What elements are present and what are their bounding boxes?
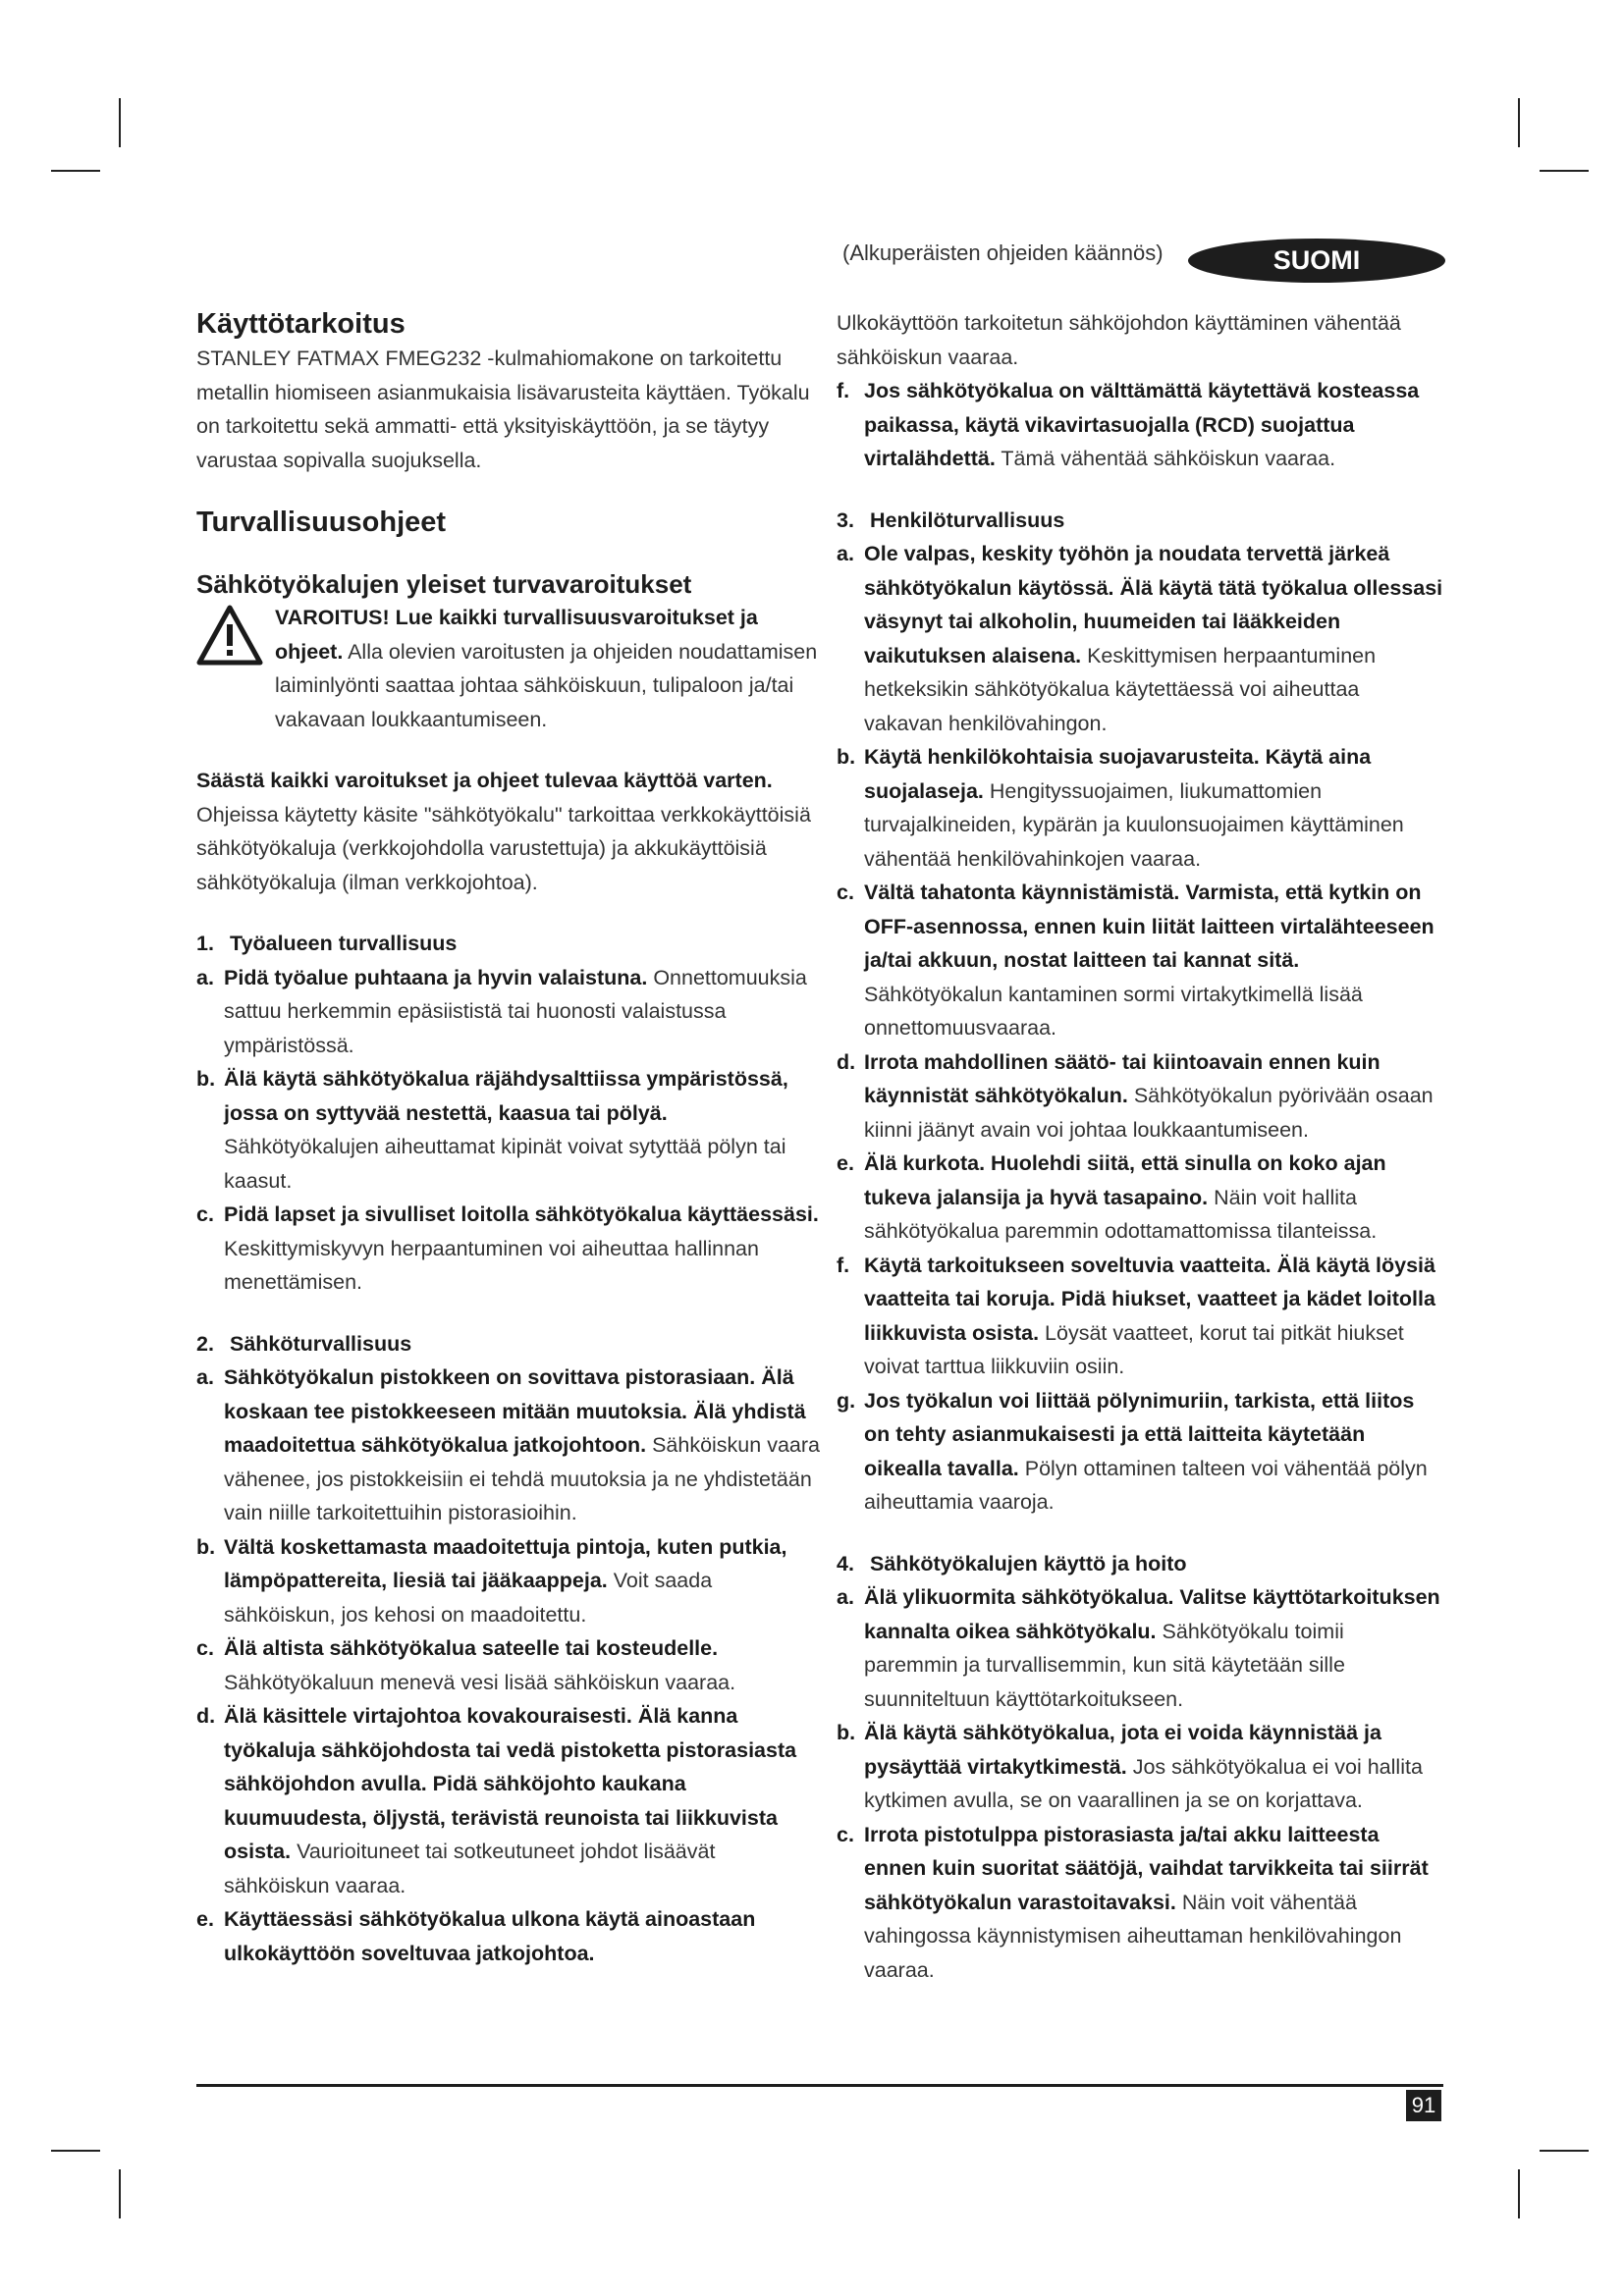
list-item (196, 1902, 825, 1970)
section-title: Työalueen turvallisuus (229, 932, 458, 955)
item-text: Jos sähkötyökalua ei voi hallita kytkimen avulla, se on vaarallinen ja se on korjattava. (864, 1754, 1423, 1812)
item-letter: g. (837, 1388, 856, 1413)
warning-text: Alla olevien varoitusten ja ohjeiden noudattamisen laiminlyönti saattaa johtaa sähköiskuun, tulipaloon ja/tai vakavaan loukkaantumiseen. (275, 639, 818, 731)
section-heading (196, 927, 825, 961)
item-letter: b. (196, 1067, 216, 1091)
warning-bold: VAROITUS! Lue kaikki turvallisuusvaroitukset ja ohjeet. (275, 606, 758, 664)
item-text: Keskittymisen herpaantuminen hetkeksikin sähkötyökalua käytettäessä voi aiheuttaa vakavan henkilövahingon. (864, 643, 1377, 735)
item-letter: b. (837, 1721, 856, 1744)
section-number: 4. (837, 1551, 854, 1575)
list-item (196, 961, 825, 1063)
list-item (196, 1699, 825, 1902)
translation-note: (Alkuperäisten ohjeiden käännös) (842, 240, 1164, 265)
item-letter: e. (837, 1151, 854, 1175)
item-text: Keskittymiskyvyn herpaantuminen voi aiheuttaa hallinnan menettämisen. (224, 1236, 759, 1294)
list-item (837, 1716, 1443, 1818)
item-text: Sähkötyökaluun menevä vesi lisää sähköiskun vaaraa. (224, 1670, 736, 1694)
list-item (837, 1818, 1443, 1988)
section-number: 2. (196, 1331, 214, 1356)
section-heading (196, 1327, 825, 1362)
list-item (196, 1062, 825, 1198)
item-letter: b. (837, 745, 856, 769)
list-item (196, 1530, 825, 1632)
item-letter: a. (837, 1585, 854, 1609)
page-number: 91 (1406, 2090, 1441, 2121)
item-bold: Vältä koskettamasta maadoitettuja pintoja, kuten putkia, lämpöpattereita, liesiä tai jääkaappeja. (224, 1534, 787, 1592)
item-letter: a. (196, 1365, 214, 1389)
crop-mark (1540, 2150, 1589, 2152)
item-bold: Käyttäessäsi sähkötyökalua ulkona käytä ainoastaan ulkokäyttöön soveltuvaa jatkojohtoa. (224, 1907, 756, 1965)
item-bold: Jos työkalun voi liittää pölynimuriin, tarkista, että liitos on tehty asianmukaisesti ja että laitteita käytetään oikealla tavalla. (864, 1388, 1415, 1480)
item-bold: Irrota mahdollinen säätö- tai kiintoavain ennen kuin käynnistät sähkötyökalun. (864, 1049, 1380, 1107)
right-column (837, 306, 1443, 1987)
warning-triangle-icon (196, 601, 275, 736)
item-text: Sähkötyökalujen aiheuttamat kipinät voivat sytyttää pölyn tai kaasut. (224, 1135, 786, 1193)
section-heading (837, 504, 1443, 538)
section-number: 3. (837, 507, 854, 532)
item-bold: Älä ylikuormita sähkötyökalua. Valitse käyttötarkoituksen kannalta oikea sähkötyökalu. (864, 1585, 1440, 1643)
list-item (837, 876, 1443, 1045)
item-bold: Pidä työalue puhtaana ja hyvin valaistuna. (224, 965, 648, 989)
crop-mark (51, 2150, 100, 2152)
item-bold: Älä käytä sähkötyökalua räjähdysalttiissa ympäristössä, jossa on syttyvää nestettä, kaasua tai pölyä. (224, 1067, 788, 1125)
crop-mark (1518, 2169, 1520, 2218)
item-text: Sähköiskun vaara vähenee, jos pistokkeisiin ei tehdä muutoksia ja ne yhdistetään vain niille tarkoitettuihin pistorasioihin. (224, 1433, 820, 1524)
item-bold: Pidä lapset ja sivulliset loitolla sähkötyökalua käyttäessäsi. (224, 1202, 819, 1226)
item-bold: Käytä henkilökohtaisia suojavarusteita. Käytä aina suojalaseja. (864, 745, 1372, 803)
list-item (837, 1147, 1443, 1249)
continued-text: Ulkokäyttöön tarkoitetun sähköjohdon käyttäminen vähentää sähköiskun vaaraa. (837, 311, 1401, 369)
item-text: Onnettomuuksia sattuu herkemmin epäsiististä tai huonosti valaistussa ympäristössä. (224, 965, 807, 1057)
section-title: Sähköturvallisuus (229, 1331, 412, 1356)
item-letter: d. (837, 1049, 856, 1074)
list-item (196, 1198, 825, 1300)
crop-mark (119, 98, 121, 147)
item-text: Näin voit hallita sähkötyökalua paremmin odottamattomissa tilanteissa. (864, 1185, 1378, 1243)
list-item (196, 1361, 825, 1530)
save-instructions (196, 764, 825, 899)
item-letter: f. (837, 379, 850, 402)
section-number: 1. (196, 932, 214, 955)
item-text: Voit saada sähköiskun, jos kehosi on maadoitettu. (224, 1569, 713, 1627)
item-text: Vaurioituneet tai sotkeutuneet johdot lisäävät sähköiskun vaaraa. (224, 1840, 716, 1897)
item-letter: c. (837, 881, 854, 904)
item-letter: c. (837, 1822, 854, 1846)
crop-mark (1540, 170, 1589, 172)
list-item (837, 740, 1443, 876)
item-letter: b. (196, 1534, 216, 1559)
item-text: Löysät vaatteet, korut tai pitkät hiukset voivat tarttua liikkuviin osiin. (864, 1320, 1404, 1378)
list-item (196, 1631, 825, 1699)
save-bold: Säästä kaikki varoitukset ja ohjeet tulevaa käyttöä varten. (196, 769, 773, 792)
item-bold: Älä altista sähkötyökalua sateelle tai kosteudelle. (224, 1636, 719, 1660)
item-text: Näin voit vähentää vahingossa käynnistymisen aiheuttaman henkilövahingon vaaraa. (864, 1890, 1402, 1982)
item-bold: Älä käytä sähkötyökalua, jota ei voida käynnistää ja pysäyttää virtakytkimestä. (864, 1721, 1381, 1779)
item-letter: a. (196, 965, 214, 989)
item-text: Sähkötyökalun kantaminen sormi virtakytkimellä lisää onnettomuusvaaraa. (864, 982, 1363, 1040)
purpose-title: Käyttötarkoitus (196, 308, 406, 340)
save-text: Ohjeissa käytetty käsite "sähkötyökalu" tarkoittaa verkkokäyttöisiä sähkötyökaluja (verkkojohdolla varustettuja) ja akkukäyttöisiä sähkötyökaluja (ilman verkkojohtoa). (196, 802, 811, 894)
item-bold: Ole valpas, keskity työhön ja noudata tervettä järkeä sähkötyökalun käytössä. Älä käytä tätä työkalua ollessasi väsynyt tai alkoholin, huumeiden tai lääkkeiden vaikutuksen alaisena. (864, 542, 1443, 667)
item-bold: Älä käsittele virtajohtoa kovakouraisesti. Älä kanna työkaluja sähköjohdosta tai vedä pistoketta pistorasiasta sähköjohdon avulla. Pidä sähköjohto kaukana kuumuudesta, öljystä, terävistä reunoista tai liikkuvista osista. (224, 1704, 797, 1863)
list-item (837, 1249, 1443, 1384)
item-letter: e. (196, 1907, 214, 1931)
item-bold: Älä kurkota. Huolehdi siitä, että sinulla on koko ajan tukeva jalansija ja hyvä tasapaino. (864, 1151, 1386, 1209)
item-text: Tämä vähentää sähköiskun vaaraa. (1001, 447, 1336, 470)
general-safety-title: Sähkötyökalujen yleiset turvavaroitukset (196, 569, 692, 599)
purpose-text: STANLEY FATMAX FMEG232 -kulmahiomakone on tarkoitettu metallin hiomiseen asianmukaisia lisävarusteita käyttäen. Työkalu on tarkoitettu sekä ammatti- että yksityiskäyttöön, ja se täytyy varustaa sopivalla suojuksella. (196, 347, 810, 472)
item-bold: Jos sähkötyökalua on välttämättä käytettävä kosteassa paikassa, käytä vikavirtasuojalla (RCD) suojattua virtalähdettä. (864, 379, 1420, 470)
item-letter: a. (837, 542, 854, 565)
list-item (837, 1384, 1443, 1520)
warning-block (196, 601, 825, 736)
item-bold: Irrota pistotulppa pistorasiasta ja/tai akku laitteesta ennen kuin suoritat säätöjä, vaihdat tarvikkeita tai siirrät sähkötyökalun varastoitavaksi. (864, 1822, 1429, 1914)
item-bold: Vältä tahatonta käynnistämistä. Varmista, että kytkin on OFF-asennossa, ennen kuin liität laitteen virtalähteeseen ja/tai akkuun, nostat laitteen tai kannat sitä. (864, 881, 1435, 972)
safety-title: Turvallisuusohjeet (196, 507, 447, 538)
item-letter: f. (837, 1253, 850, 1277)
item-letter: c. (196, 1202, 214, 1226)
item-text: Sähkötyökalun pyörivään osaan kiinni jäänyt avain voi johtaa loukkaantumiseen. (864, 1084, 1434, 1142)
language-badge: SUOMI (1188, 239, 1445, 283)
item-bold: Sähkötyökalun pistokkeen on sovittava pistorasiaan. Älä koskaan tee pistokkeeseen mitään muutoksia. Älä yhdistä maadoitettua sähkötyökalua jatkojohtoon. (224, 1365, 806, 1457)
left-column (196, 306, 825, 1970)
item-text: Pölyn ottaminen talteen voi vähentää pölyn aiheuttamia vaaroja. (864, 1456, 1428, 1514)
item-letter: c. (196, 1636, 214, 1660)
footer-rule (196, 2084, 1443, 2087)
crop-mark (51, 170, 100, 172)
item-text: Hengityssuojaimen, liukumattomien turvajalkineiden, kypärän ja kuulonsuojaimen käyttäminen vähentää henkilövahinkojen vaaraa. (864, 778, 1404, 871)
list-item (837, 1580, 1443, 1716)
list-item (837, 1045, 1443, 1148)
item-bold: Käytä tarkoitukseen soveltuvia vaatteita. Älä käytä löysiä vaatteita tai koruja. Pidä hiukset, vaatteet ja kädet loitolla liikkuvista osista. (864, 1253, 1435, 1345)
crop-mark (1518, 98, 1520, 147)
crop-mark (119, 2169, 121, 2218)
list-item (837, 537, 1443, 740)
item-text: Sähkötyökalu toimii paremmin ja turvallisemmin, kun sitä käytetään sille suunniteltuun käyttötarkoitukseen. (864, 1619, 1345, 1711)
section-heading (837, 1547, 1443, 1581)
item-letter: d. (196, 1704, 216, 1728)
section-title: Henkilöturvallisuus (869, 507, 1065, 532)
list-item (837, 374, 1443, 476)
section-title: Sähkötyökalujen käyttö ja hoito (869, 1551, 1187, 1575)
